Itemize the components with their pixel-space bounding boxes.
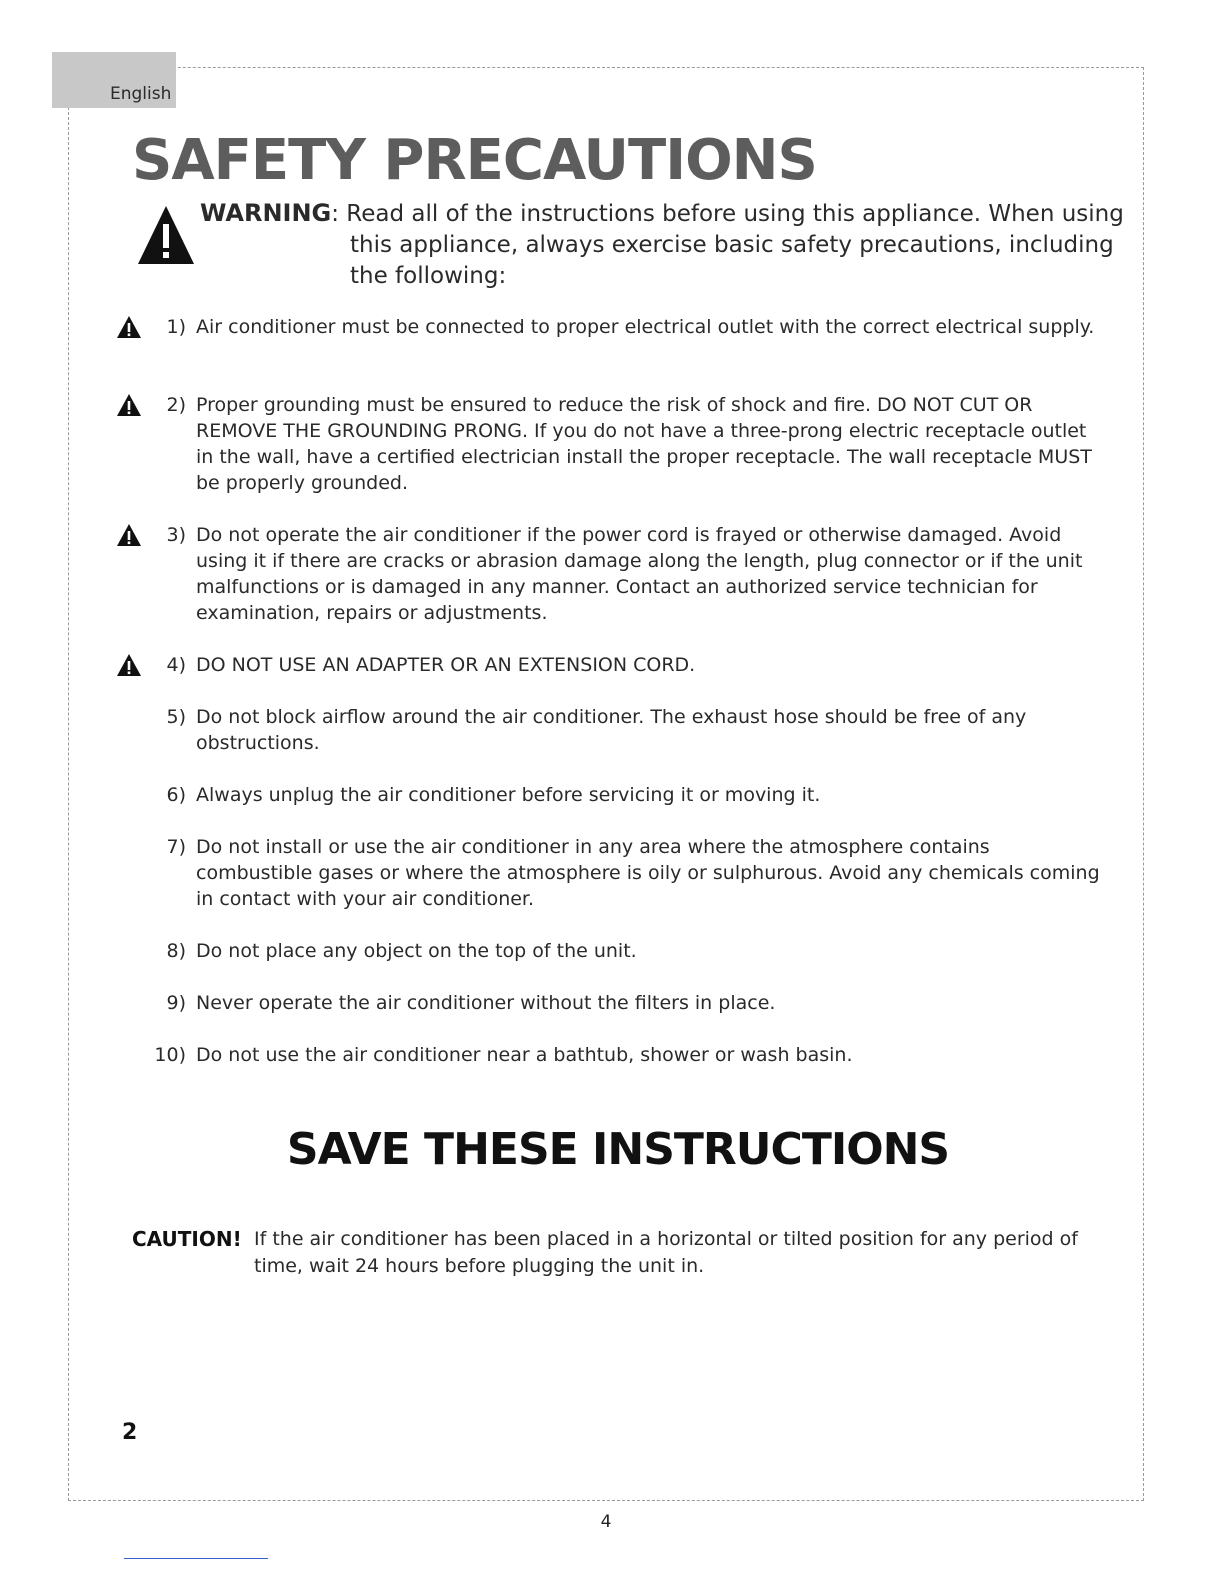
item-text: Always unplug the air conditioner before servicing it or moving it.	[196, 784, 821, 806]
language-tab	[52, 52, 176, 108]
warning-triangle-icon	[136, 204, 196, 266]
warning-triangle-icon	[116, 523, 142, 547]
item-number: 8)	[166, 940, 186, 962]
item-text: Proper grounding must be ensured to reduce the risk of shock and fire. DO NOT CUT OR REMOVE THE GROUNDING PRONG. If you do not have a three-prong electric receptacle outlet in the wall, have a certified electrician install the proper receptacle. The wall receptacle MUST be properly grounded.	[196, 394, 1092, 494]
warning-line-1: : Read all of the instructions before using this appliance. When using	[331, 201, 1124, 227]
warning-line-2: this appliance, always exercise basic safety precautions, including	[350, 232, 1114, 258]
warning-triangle-icon	[116, 653, 142, 677]
item-text: Air conditioner must be connected to proper electrical outlet with the correct electrical supply.	[196, 316, 1095, 338]
item-text: Do not operate the air conditioner if the power cord is frayed or otherwise damaged. Avoid using it if there are cracks or abrasion damage along the length, plug connector or if the unit malfunctions or is damaged in any manner. Contact an authorized service technician for examination, repairs or adjustments.	[196, 524, 1083, 624]
item-number: 4)	[166, 654, 186, 676]
item-number: 9)	[166, 992, 186, 1014]
item-text: Do not install or use the air conditioner in any area where the atmosphere contains combustible gases or where the atmosphere is oily or sulphurous. Avoid any chemicals coming in contact with your air conditioner.	[196, 836, 1100, 910]
warning-label: WARNING	[200, 199, 332, 227]
item-text: Do not place any object on the top of the unit.	[196, 940, 637, 962]
warning-triangle-icon	[116, 315, 142, 339]
warning-triangle-icon	[116, 393, 142, 417]
caution-text: If the air conditioner has been placed in a horizontal or tilted position for any period of time, wait 24 hours before plugging the unit in.	[254, 1228, 1078, 1277]
item-number: 2)	[166, 394, 186, 416]
item-number: 3)	[166, 524, 186, 546]
item-number: 5)	[166, 706, 186, 728]
page-title: SAFETY PRECAUTIONS	[132, 128, 817, 193]
warning-line-3: the following:	[350, 263, 507, 289]
footer-rule	[124, 1558, 268, 1559]
item-number: 6)	[166, 784, 186, 806]
item-text: Never operate the air conditioner without the filters in place.	[196, 992, 776, 1014]
item-number: 10)	[154, 1044, 186, 1066]
item-text: DO NOT USE AN ADAPTER OR AN EXTENSION CORD.	[196, 654, 696, 676]
save-instructions-heading: SAVE THESE INSTRUCTIONS	[286, 1124, 950, 1175]
item-number: 1)	[166, 316, 186, 338]
warning-statement	[200, 198, 1124, 292]
item-number: 7)	[166, 836, 186, 858]
item-text: Do not use the air conditioner near a bathtub, shower or wash basin.	[196, 1044, 853, 1066]
item-text: Do not block airflow around the air conditioner. The exhaust hose should be free of any obstructions.	[196, 706, 1027, 754]
document-page-number: 4	[600, 1512, 612, 1532]
page-number: 2	[122, 1420, 138, 1445]
caution-label: CAUTION!	[132, 1227, 242, 1251]
language-label: English	[110, 84, 172, 104]
